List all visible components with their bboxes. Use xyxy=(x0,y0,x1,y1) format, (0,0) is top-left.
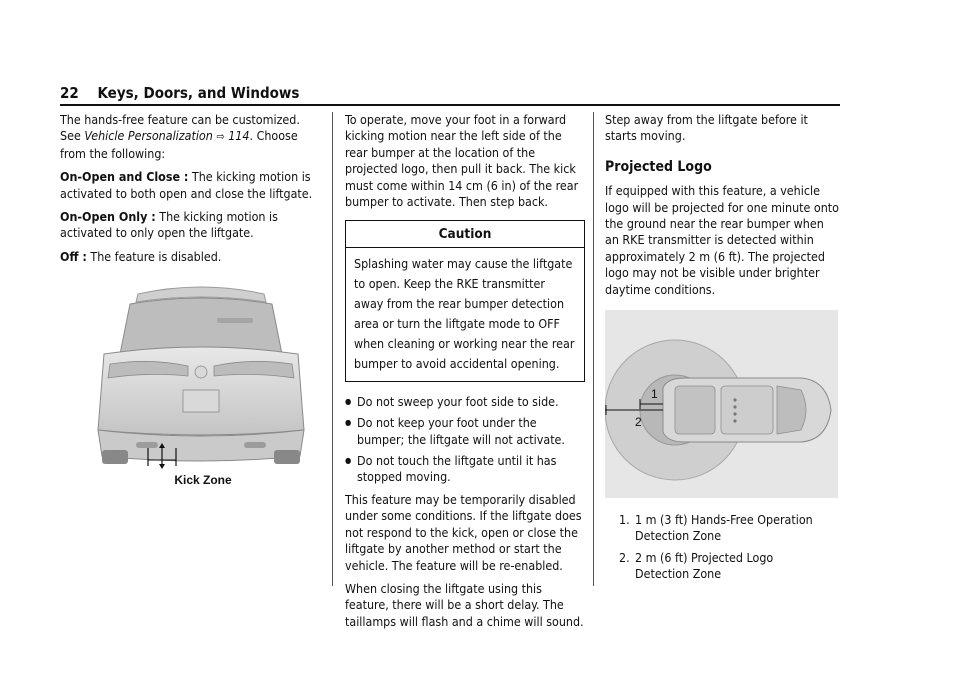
zone-label-2: 2 xyxy=(635,415,642,430)
projected-logo-paragraph: If equipped with this feature, a vehicle logo will be projected for one minute onto the ground near the rear bumper when an RKE transmitter is detected within approximately 2 m (6 ft). The projected logo may not be visible under brighter daytime conditions. xyxy=(605,183,839,297)
column-middle xyxy=(345,112,585,637)
intro-paragraph: The hands-free feature can be customized. See Vehicle Personalization ⇨ 114. Choose from the following: xyxy=(60,112,300,161)
option-on-open-close: On-Open and Close : The kicking motion is activated to both open and close the liftgate. xyxy=(60,169,313,201)
step-away-paragraph: Step away from the liftgate before it starts moving. xyxy=(605,112,808,144)
kick-zone-caption: Kick Zone xyxy=(174,473,232,487)
figure-legend-list xyxy=(605,512,840,583)
caution-text: Splashing water may cause the liftgate to open. Keep the RKE transmitter away from the rear bumper detection area or turn the liftgate mode to OFF when cleaning or working near the rear bumper to avoid accidental opening. xyxy=(354,255,575,371)
cross-reference-link[interactable]: Vehicle Personalization xyxy=(84,128,213,144)
bullet-item: ● Do not sweep your foot side to side. xyxy=(345,394,585,410)
page-header xyxy=(60,84,299,102)
legend-item: 2. 2 m (6 ft) Projected Logo Detection Zone xyxy=(619,549,774,582)
header-rule xyxy=(60,104,840,106)
column-right xyxy=(605,112,840,588)
operate-paragraph: To operate, move your foot in a forward kicking motion near the left side of the rear bumper at the location of the projected logo, then pull it back. The kick must come within 14 cm (6 in) of the rear bumper to activate. Then step back. xyxy=(345,112,579,210)
kick-zone-illustration xyxy=(90,280,312,488)
projected-logo-heading: Projected Logo xyxy=(605,158,712,175)
caution-title: Caution xyxy=(346,221,584,247)
bullet-list xyxy=(345,394,585,486)
column-divider-left xyxy=(332,112,333,586)
page-number: 22 xyxy=(60,84,79,102)
closing-paragraph: When closing the liftgate using this feature, there will be a short delay. The taillamps will flash and a chime will sound. xyxy=(345,580,584,629)
projected-logo-illustration xyxy=(605,310,838,498)
bullet-item: ● Do not touch the liftgate until it has stopped moving. xyxy=(345,453,585,486)
cross-reference-page[interactable]: 114 xyxy=(228,128,250,144)
option-off: Off : The feature is disabled. xyxy=(60,248,222,264)
disabled-paragraph: This feature may be temporarily disabled under some conditions. If the liftgate does not respond to the kick, open or close the liftgate by another method or start the vehicle. The feature will be re-enabled. xyxy=(345,491,582,573)
caution-box xyxy=(345,220,585,381)
option-on-open-only: On-Open Only : The kicking motion is activated to only open the liftgate. xyxy=(60,209,278,241)
bullet-item: ● Do not keep your foot under the bumper; the liftgate will not activate. xyxy=(345,415,585,448)
column-left xyxy=(60,112,315,272)
column-divider-right xyxy=(593,112,594,586)
page-ref-arrow-icon: ⇨ xyxy=(216,130,225,144)
legend-item: 1. 1 m (3 ft) Hands-Free Operation Detection Zone xyxy=(619,512,813,544)
section-title: Keys, Doors, and Windows xyxy=(97,84,300,102)
zone-label-1: 1 xyxy=(651,387,658,402)
